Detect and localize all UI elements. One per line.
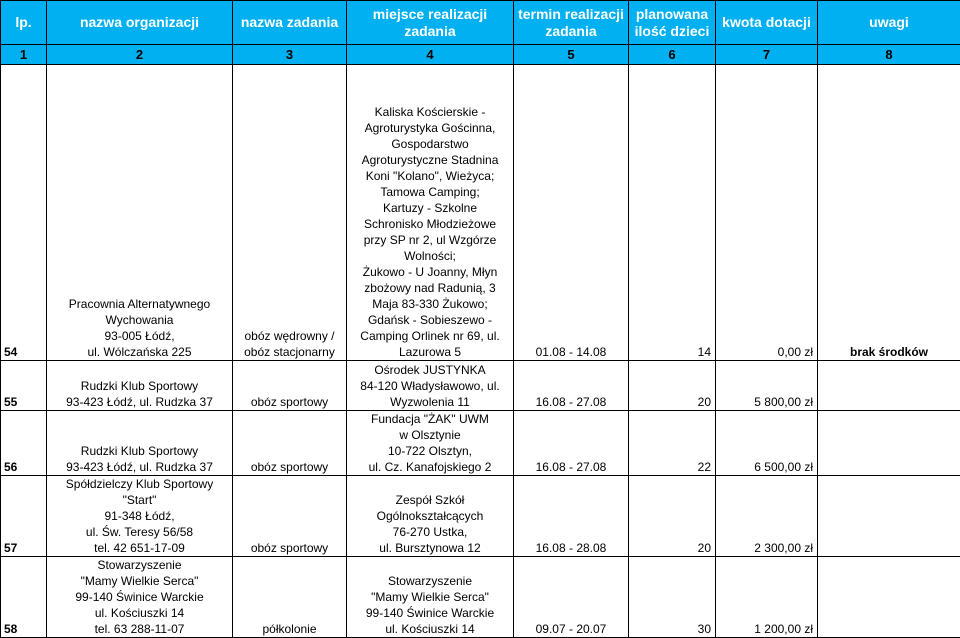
table-row: [1, 476, 960, 557]
row-notes: [818, 361, 960, 411]
column-number: 7: [716, 45, 818, 65]
column-number: 2: [47, 45, 233, 65]
row-task: obóz sportowy: [233, 361, 347, 411]
row-kids: 14: [629, 65, 716, 361]
column-number: 6: [629, 45, 716, 65]
row-kids: 20: [629, 361, 716, 411]
row-org: Pracownia Alternatywnego Wychowania 93-005 Łódź, ul. Wólczańska 225: [47, 65, 233, 361]
header-row: [1, 1, 960, 45]
row-term: 09.07 - 20.07: [514, 557, 629, 638]
row-term: 01.08 - 14.08: [514, 65, 629, 361]
row-lp: 54: [1, 65, 47, 361]
row-kids: 22: [629, 411, 716, 476]
row-place: Zespół Szkół Ogólnokształcących 76-270 Ustka, ul. Bursztynowa 12: [347, 476, 514, 557]
header-amount: kwota dotacji: [716, 1, 818, 45]
row-task: półkolonie: [233, 557, 347, 638]
row-amount: 5 800,00 zł: [716, 361, 818, 411]
row-lp: 56: [1, 411, 47, 476]
row-kids: 20: [629, 476, 716, 557]
header-place: miejsce realizacji zadania: [347, 1, 514, 45]
row-org: Stowarzyszenie "Mamy Wielkie Serca" 99-140 Świnice Warckie ul. Kościuszki 14 tel. 63 288-11-07: [47, 557, 233, 638]
table-row: [1, 65, 960, 361]
column-number: 5: [514, 45, 629, 65]
row-term: 16.08 - 28.08: [514, 476, 629, 557]
row-lp: 55: [1, 361, 47, 411]
column-number: 3: [233, 45, 347, 65]
row-notes: brak środków: [818, 65, 960, 361]
row-amount: 1 200,00 zł: [716, 557, 818, 638]
row-org: Rudzki Klub Sportowy 93-423 Łódź, ul. Rudzka 37: [47, 361, 233, 411]
header-org: nazwa organizacji: [47, 1, 233, 45]
row-org: Spółdzielczy Klub Sportowy "Start" 91-348 Łódź, ul. Św. Teresy 56/58 tel. 42 651-17-09: [47, 476, 233, 557]
row-place: Ośrodek JUSTYNKA 84-120 Władysławowo, ul. Wyzwolenia 11: [347, 361, 514, 411]
column-number: 4: [347, 45, 514, 65]
row-notes: [818, 411, 960, 476]
row-term: 16.08 - 27.08: [514, 361, 629, 411]
row-place: Stowarzyszenie "Mamy Wielkie Serca" 99-140 Świnice Warckie ul. Kościuszki 14: [347, 557, 514, 638]
table-row: [1, 557, 960, 638]
row-place: Kaliska Kościerskie - Agroturystyka Gościnna, Gospodarstwo Agroturystyczne Stadnina Koni "Kolano", Wieżyca; Tamowa Camping; Kartuzy - Szkolne Schronisko Młodzieżowe przy SP nr 2, ul Wzgórze Wolności; Żukowo - U Joanny, Młyn zbożowy nad Radunią, 3 Maja 83-330 Żukowo; Gdańsk - Sobieszewo - Camping Orlinek nr 69, ul. Lazurowa 5: [347, 65, 514, 361]
row-task: obóz sportowy: [233, 476, 347, 557]
row-lp: 57: [1, 476, 47, 557]
header-term: termin realizacji zadania: [514, 1, 629, 45]
row-kids: 30: [629, 557, 716, 638]
row-amount: 0,00 zł: [716, 65, 818, 361]
row-org: Rudzki Klub Sportowy 93-423 Łódź, ul. Rudzka 37: [47, 411, 233, 476]
row-amount: 6 500,00 zł: [716, 411, 818, 476]
row-notes: [818, 557, 960, 638]
header-lp: lp.: [1, 1, 47, 45]
row-amount: 2 300,00 zł: [716, 476, 818, 557]
column-number: 1: [1, 45, 47, 65]
table-row: [1, 411, 960, 476]
row-place: Fundacja "ŻAK" UWM w Olsztynie 10-722 Olsztyn, ul. Cz. Kanafojskiego 2: [347, 411, 514, 476]
row-notes: [818, 476, 960, 557]
header-notes: uwagi: [818, 1, 960, 45]
table-row: [1, 361, 960, 411]
row-term: 16.08 - 27.08: [514, 411, 629, 476]
column-number: 8: [818, 45, 960, 65]
column-number-row: [1, 45, 960, 65]
header-kids: planowana ilość dzieci: [629, 1, 716, 45]
header-task: nazwa zadania: [233, 1, 347, 45]
row-task: obóz sportowy: [233, 411, 347, 476]
row-task: obóz wędrowny / obóz stacjonarny: [233, 65, 347, 361]
row-lp: 58: [1, 557, 47, 638]
